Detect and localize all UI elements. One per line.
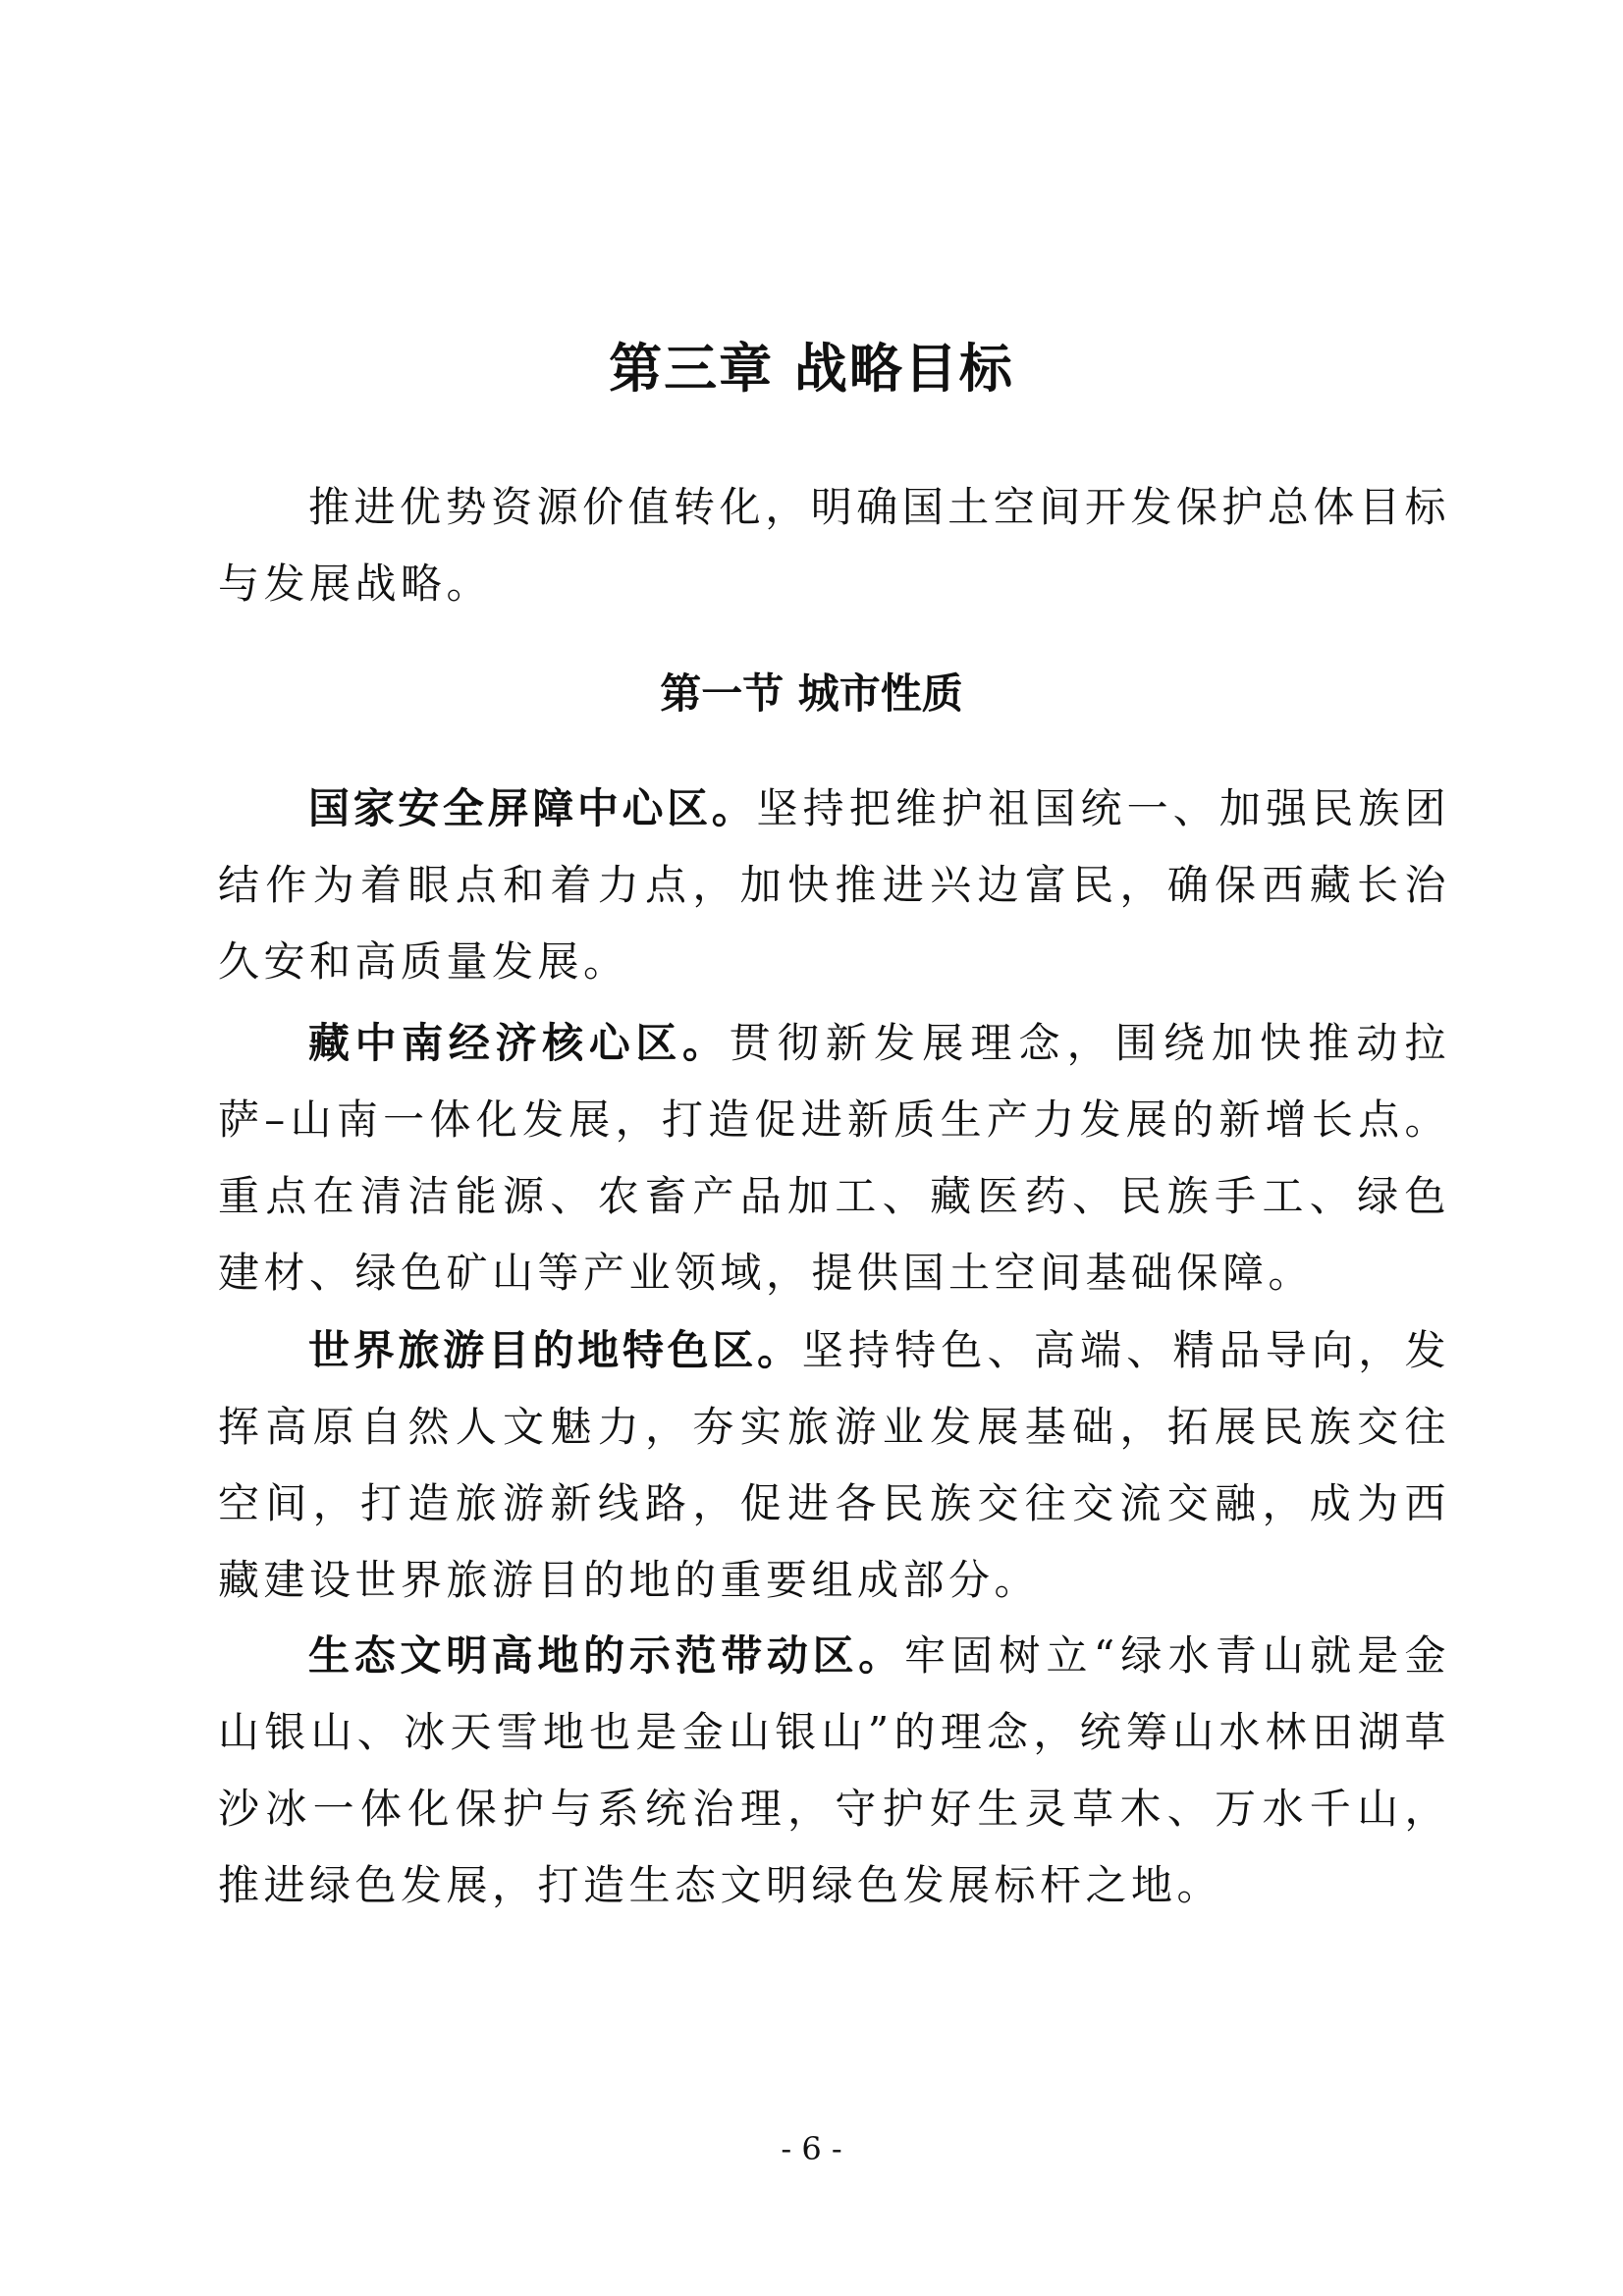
paragraph-economic-core xyxy=(218,1005,1450,1311)
paragraph-lead: 藏中南经济核心区。 xyxy=(308,1019,730,1067)
paragraph-body: 牢固树立“绿水青山就是金山银山、冰天雪地也是金山银山”的理念，统筹山水林田湖草沙冰一体化保护与系统治理，守护好生灵草木、万水千山，推进绿色发展，打造生态文明绿色发展标杆之地。 xyxy=(218,1631,1450,1909)
page-number: - 6 - xyxy=(781,2130,842,2167)
paragraph-lead: 世界旅游目的地特色区。 xyxy=(308,1326,802,1374)
paragraph-lead: 生态文明高地的示范带动区。 xyxy=(308,1631,904,1680)
paragraph-body: 坚持把维护祖国统一、加强民族团结作为着眼点和着力点，加快推进兴边富民，确保西藏长治久安和高质量发展。 xyxy=(218,784,1450,986)
chapter-title: 第三章 战略目标 xyxy=(609,337,1014,400)
paragraph-tourism xyxy=(218,1312,1450,1619)
intro-paragraph: 推进优势资源价值转化，明确国土空间开发保护总体目标与发展战略。 xyxy=(218,483,1450,608)
paragraph-body: 坚持特色、高端、精品导向，发挥高原自然人文魅力，夯实旅游业发展基础，拓展民族交往空间，打造旅游新线路，促进各民族交往交流交融，成为西藏建设世界旅游目的地的重要组成部分。 xyxy=(218,1326,1450,1604)
paragraph-body: 贯彻新发展理念，围绕加快推动拉萨–山南一体化发展，打造促进新质生产力发展的新增长点。重点在清洁能源、农畜产品加工、藏医药、民族手工、绿色建材、绿色矿山等产业领域，提供国土空间基础保障。 xyxy=(218,1019,1450,1297)
paragraph-lead: 国家安全屏障中心区。 xyxy=(308,784,757,832)
paragraph-national-security xyxy=(218,771,1450,1000)
paragraph-ecology xyxy=(218,1618,1450,1924)
section-title: 第一节 城市性质 xyxy=(660,669,963,718)
